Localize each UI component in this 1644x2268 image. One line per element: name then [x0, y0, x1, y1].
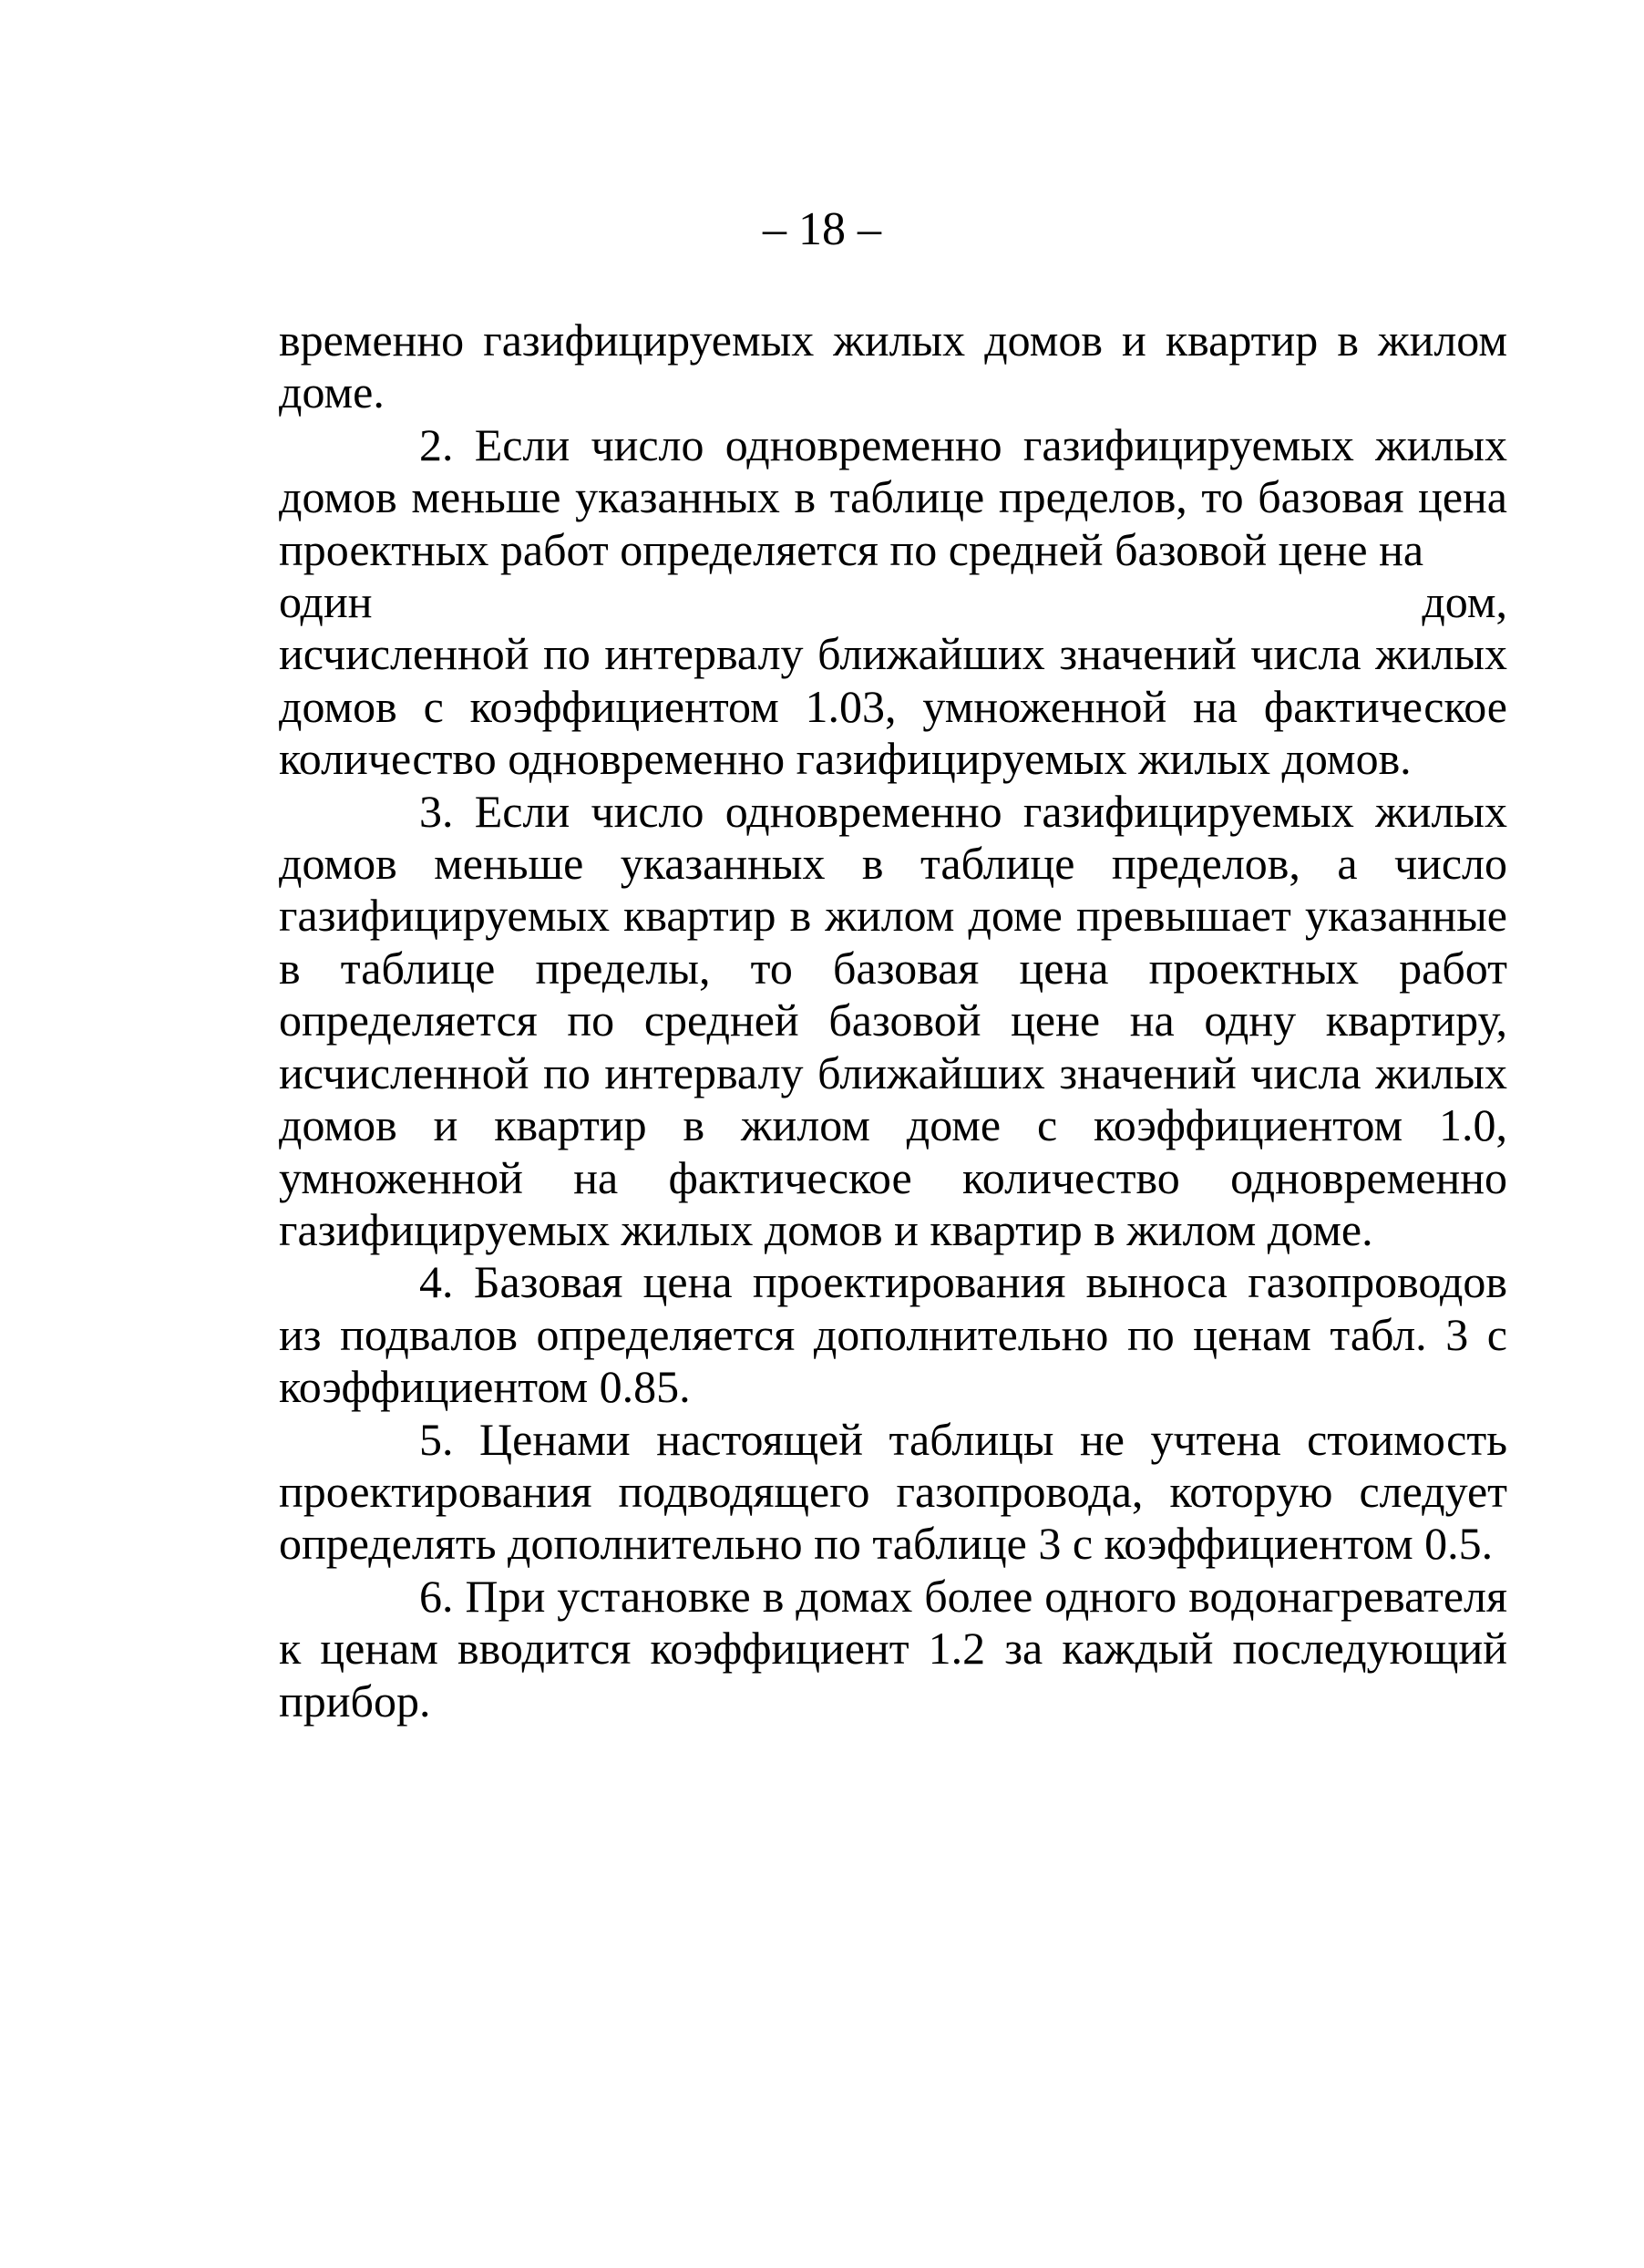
paragraph-2-part-2: исчисленной по интервалу ближайших значений числа жилых домов с коэффициентом 1.03, умноженной на фактическое количество одновременно газифицируемых жилых домов.	[279, 628, 1507, 785]
paragraph-2	[279, 419, 1507, 786]
paragraph-6: 6. При установке в домах более одного водонагревателя к ценам вводится коэффициент 1.2 за каждый последующий прибор.	[279, 1570, 1507, 1727]
paragraph-4: 4. Базовая цена проектирования выноса газопроводов из подвалов определяется дополнительно по ценам табл. 3 с коэффициентом 0.85.	[279, 1256, 1507, 1413]
paragraph-5: 5. Ценами настоящей таблицы не учтена стоимость проектирования подводящего газопровода, которую следует определять дополнительно по таблице 3 с коэффициентом 0.5.	[279, 1413, 1507, 1570]
paragraph-2-word-right: дом,	[1422, 576, 1507, 628]
page-number: – 18 –	[763, 203, 881, 255]
paragraph-3: 3. Если число одновременно газифицируемых жилых домов меньше указанных в таблице пределов, а число газифицируемых квартир в жилом доме превышает указанные в таблице пределы, то базовая цена проектных работ определяется по средней базовой цене на одну квартиру, исчисленной по интервалу ближайших значений числа жилых домов и квартир в жилом доме с коэффициентом 1.0, умноженной на фактическое количество одновременно газифицируемых жилых домов и квартир в жилом доме.	[279, 785, 1507, 1255]
paragraph-continuation: временно газифицируемых жилых домов и квартир в жилом доме.	[279, 314, 1507, 418]
paragraph-2-word-left: один	[279, 576, 373, 628]
paragraph-2-split-line	[279, 576, 1507, 628]
document-body	[279, 314, 1507, 1727]
paragraph-2-part-1: 2. Если число одновременно газифицируемых жилых домов меньше указанных в таблице пределов, то базовая цена проектных работ определяется по средней базовой цене на	[279, 418, 1507, 575]
